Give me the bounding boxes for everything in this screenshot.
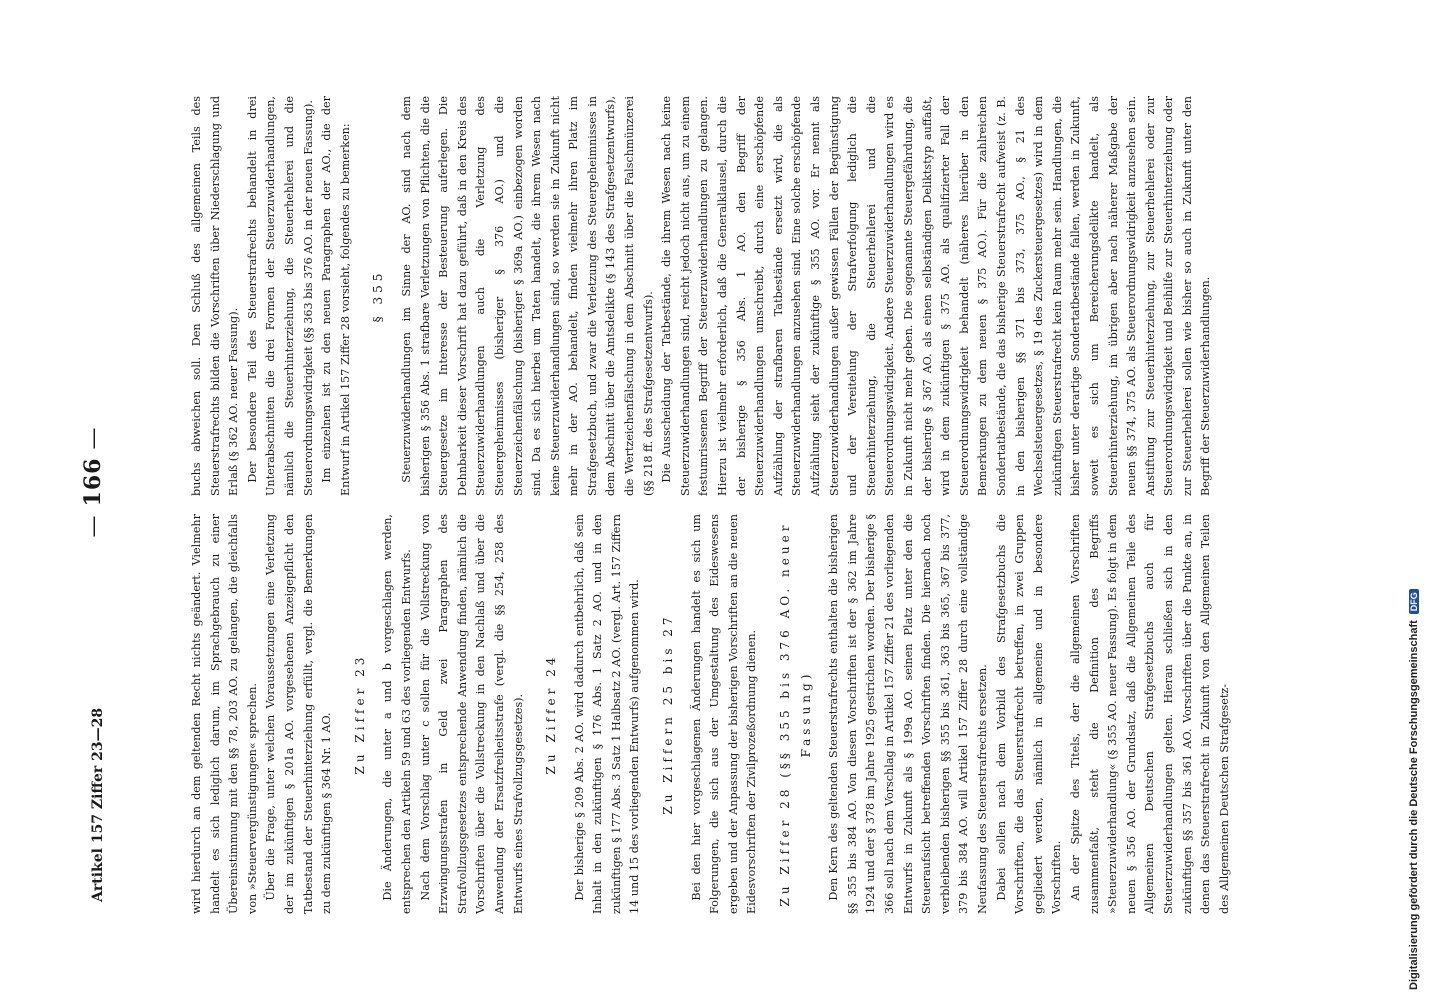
paragraph: Den Kern des geltenden Steuerstrafrechts enthalten die bisherigen §§ 355 bis 384 AO. Von diesen Vorschriften ist der § 362 im Jahre 1924 und der § 378 im Jahre 1925 gestrichen worden. Der bisherige § 366 soll nach dem Vorschlag in Artikel 157 Ziffer 21 des vorliegenden Entwurfs in Zukunft als § 199a AO. seinen Platz unter den die Steueraufsicht betreffenden Vorschriften finden. Die hiernach noch verbleibenden bisherigen §§ 355 bis 361, 363 bis 365, 367 bis 377, 379 bis 384 AO. will Artikel 157 Ziffer 28 durch eine vollständige Neufassung des Steuerstrafrechts ersetzen.: [827, 514, 989, 914]
credit-text: Digitalisierung gefördert durch die Deutsche Forschungsgemeinschaft: [1408, 620, 1420, 990]
paragraph: buchs abweichen soll. Den Schluß des allgemeinen Teils des Steuerstrafrechts bilden die Vorschriften über Niederschlagung und Erlaß (§ 362 AO. neuer Fassung).: [190, 96, 241, 496]
paragraph: wird hierdurch an dem geltenden Recht nichts geändert. Vielmehr handelt es sich lediglich darum, im Sprachgebrauch zu einer Übereinstimmung mit den §§ 78, 203 AO. zu gelangen, die gleichfalls von »Steuervergünstigungen« sprechen.: [190, 514, 259, 914]
paragraph: Steuerzuwiderhandlungen im Sinne der AO. sind nach dem bisherigen § 356 Abs. 1 strafbare Verletzungen von Pflichten, die die Steuergesetze im Interesse der Besteuerung auferlegen. Die Dehnbarkeit dieser Vorschrift hat dazu geführt, daß in den Kreis des Steuerzuwiderhandlungen auch die Verletzung des Steuergeheimnisses (bisheriger § 376 AO.) und die Steuerzeichenfälschung (bisheriger § 369a AO.) einbezogen worden sind. Da es sich hierbei um Taten handelt, die ihrem Wesen nach keine Steuerzuwiderhandlungen sind, so werden sie in Zukunft nicht mehr in der AO. behandelt, finden vielmehr ihren Platz im Strafgesetzbuch, und zwar die Verletzung des Steuergeheimnisses in dem Abschnitt über die Amtsdelikte (§ 143 des Strafgesetzentwurfs), die Wertzeichenfälschung in dem Abschnitt über die Falschmünzerei (§§ 218 ff. des Strafgesetzentwurfs).: [399, 96, 655, 496]
running-head: Artikel 157 Ziffer 23—28: [90, 707, 106, 902]
paragraph: Nach dem Vorschlag unter c sollen für die Vollstreckung von Erzwingungsstrafen in Geld zwei Paragraphen des Strafvollzugsgesetzes entsprechende Anwendung finden, nämlich die Vorschriften über die Vollstreckung in den Nachlaß und über die Anwendung der Ersatzfreiheitsstrafe (vergl. die §§ 254, 258 des Entwurfs eines Strafvollzugsgesetzes).: [418, 514, 525, 914]
section-heading: Zu Ziffer 28 (§§ 355 bis 376 AO. neuer: [778, 521, 793, 907]
paragraph: Die Ausscheidung der Tatbestände, die ihrem Wesen nach keine Steuerzuwiderhandlungen sind, reicht jedoch nicht aus, um zu einem festumrissenen Begriff der Steuerzuwiderhandlungen zu gelangen. Hierzu ist vielmehr erforderlich, daß die Generalklausel, durch die der bisherige § 356 Abs. 1 AO. den Begriff der Steuerzuwiderhandlungen umschreibt, durch eine erschöpfende Aufzählung der strafbaren Tatbestände ersetzt wird, die als Steuerzuwiderhandlungen anzusehen sind. Eine solche erschöpfende Aufzählung sieht der zukünftige § 355 AO. vor. Er nennt als Steuerzuwiderhandlungen außer gewissen Fällen der Begünstigung und der Vereitelung der Strafverfolgung lediglich die Steuerhinterziehung, die Steuerhehlerei und die Steuerordnungswidrigkeit. Andere Steuerzuwiderhandlungen wird es in Zukunft nicht mehr geben. Die sogenannte Steuergefährdung, die der bisherige § 367 AO. als einen selbständigen Deliktstyp auffaßt, wird in dem zukünftigen § 375 AO. als qualifizierter Fall der Steuerordnungswidrigkeit behandelt (näheres hierüber in den Bemerkungen zu dem neuen § 375 AO.). Für die zahlreichen Sondertatbestände, die das bisherige Steuerstrafrecht aufweist (z. B. in den bisherigen §§ 371 bis 373, 375 AO., § 21 des Wechselsteuergesetzes, § 19 des Zuckersteuergesetzes) wird in dem zukünftigen Steuerstrafrecht kein Raum mehr sein. Handlungen, die bisher unter derartige Sondertatbestände fallen, werden in Zukunft, soweit es sich um Bereicherungsdelikte handelt, als Steuerhinterziehung, im übrigen aber nach näherer Maßgabe der neuen §§ 374, 375 AO. als Steuerordnungswidrigkeit anzusehen sein. Anstiftung zur Steuerhinterziehung, zur Steuerhehlerei oder zur Steuerordnungswidrigkeit und Beihilfe zur Steuerhinterziehung oder zur Steuerhehlerei sollen wie bisher so auch in Zukunft unter den Begriff der Steuerzuwiderhandlungen.: [660, 96, 1213, 496]
paragraph: Der besondere Teil des Steuerstrafrechts behandelt in drei Unterabschnitten die drei Formen der Steuerzuwiderhandlungen, nämlich die Steuerhinterziehung, die Steuerhehlerei und die Steuerordnungswidrigkeit (§§ 363 bis 376 AO. in der neuen Fassung).: [245, 96, 315, 496]
paragraph: An der Spitze des Titels, der die allgemeinen Vorschriften zusammenfaßt, steht die Definition des Begriffs »Steuerzuwiderhandlung« (§ 355 AO. neuer Fassung). Es folgt in dem neuen § 356 AO. der Grundsatz, daß die Allgemeinen Teile des Allgemeinen Deutschen Strafgesetzbuchs auch für Steuerzuwiderhandlungen gelten. Hieran schließen sich in den zukünftigen §§ 357 bis 361 AO. Vorschriften über die Punkte an, in denen das Steuerstrafrecht in Zukunft von den Allgemeinen Teilen des Allgemeinen Deutschen Strafgesetz-: [1068, 514, 1231, 914]
digitization-credit: [1404, 10, 1428, 990]
section-heading: Zu Ziffer 23: [352, 653, 367, 775]
paragraph: Bei den hier vorgeschlagenen Änderungen handelt es sich um Folgerungen, die sich aus der Umgestaltung des Eideswesens ergeben und der Anpassung der bisherigen Vorschriften an die neuen Eidesvorschriften der Zivilprozeßordnung dienen.: [689, 514, 759, 914]
section-heading: § 355: [371, 269, 386, 323]
paragraph: Der bisherige § 209 Abs. 2 AO. wird dadurch entbehrlich, daß sein Inhalt in den zukünftigen § 176 Abs. 1 Satz 2 AO. und in den zukünftigen § 177 Abs. 3 Satz 1 Halbsatz 2 AO. (vergl. Art. 157 Ziffern 14 und 15 des vorliegenden Entwurfs) aufgenommen wird.: [572, 514, 642, 914]
page-header: [80, 62, 120, 902]
dfg-logo: DFG: [1409, 589, 1419, 614]
right-column: [188, 96, 1216, 496]
page-number: — 166 —: [80, 62, 106, 902]
left-column: [188, 514, 1234, 914]
section-heading: Zu Ziffern 25 bis 27: [661, 613, 676, 815]
paragraph: Die Änderungen, die unter a und b vorgeschlagen werden, entsprechen den Artikeln 59 und 63 des vorliegenden Entwurfs.: [381, 514, 413, 914]
section-heading: Zu Ziffer 24: [544, 653, 559, 775]
paragraph: Dabei sollen nach dem Vorbild des Strafgesetzbuchs die Vorschriften, die das Steuerstrafrecht betreffen, in zwei Gruppen gegliedert werden, nämlich in allgemeine und in besondere Vorschriften.: [994, 514, 1064, 914]
section-heading-continued: Fassung): [798, 670, 813, 758]
paragraph: Über die Frage, unter welchen Voraussetzungen eine Verletzung der im zukünftigen § 201a AO. vorgesehenen Anzeigepflicht den Tatbestand der Steuerhinterziehung erfüllt, vergl. die Bemerkungen zu dem zukünftigen § 364 Nr. 1 AO.: [264, 514, 334, 914]
paragraph: Im einzelnen ist zu den neuen Paragraphen der AO., die der Entwurf in Artikel 157 Ziffer 28 vorsieht, folgendes zu bemerken:: [320, 96, 352, 496]
